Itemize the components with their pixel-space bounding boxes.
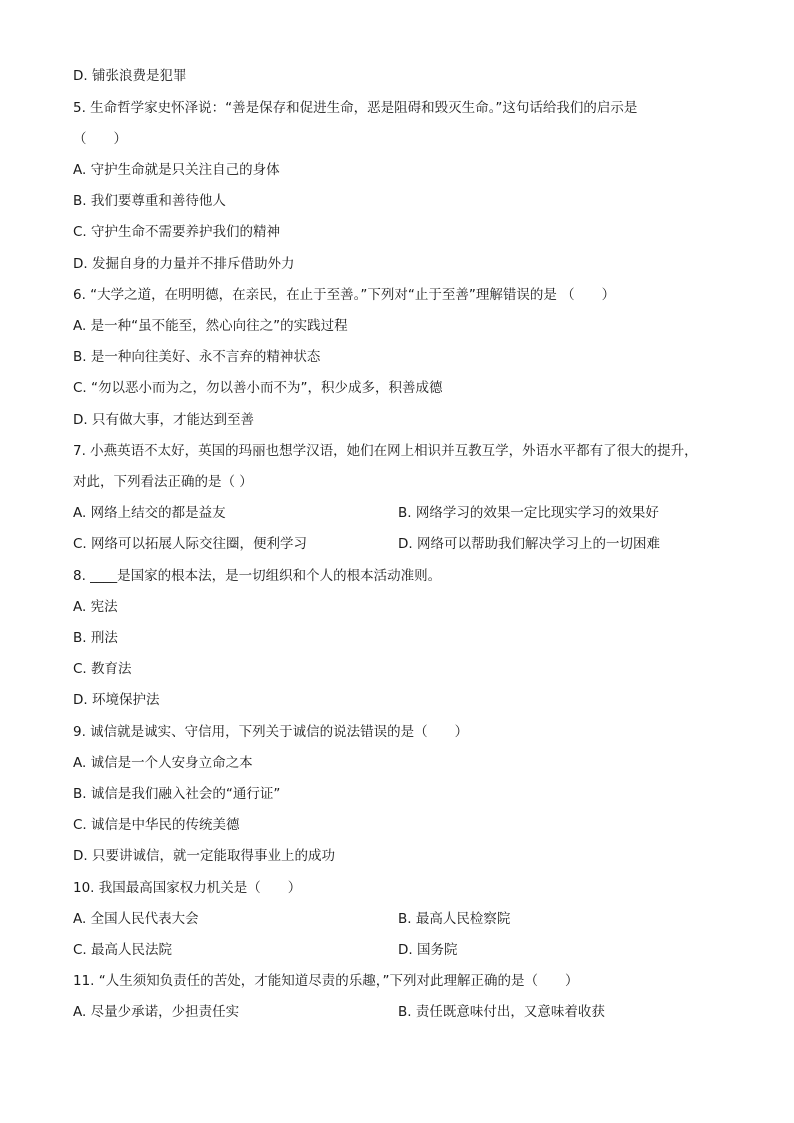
option-6a: A. 是一种“虽不能至，然心向往之”的实践过程 — [73, 318, 348, 334]
option-7d: D. 网络可以帮助我们解决学习上的一切困难 — [398, 536, 660, 552]
option-8b: B. 刑法 — [73, 630, 118, 646]
option-4d: D. 铺张浪费是犯罪 — [73, 68, 187, 84]
option-8a: A. 宪法 — [73, 599, 118, 615]
question-9: 9. 诚信就是诚实、守信用，下列关于诚信的说法错误的是（ ） — [73, 724, 469, 740]
option-5c: C. 守护生命不需要养护我们的精神 — [73, 224, 281, 240]
option-9a: A. 诚信是一个人安身立命之本 — [73, 755, 253, 771]
option-8d: D. 环境保护法 — [73, 692, 160, 708]
option-9b: B. 诚信是我们融入社会的“通行证” — [73, 786, 281, 802]
question-10: 10. 我国最高国家权力机关是（ ） — [73, 880, 302, 896]
option-5a: A. 守护生命就是只关注自己的身体 — [73, 162, 280, 178]
option-7b: B. 网络学习的效果一定比现实学习的效果好 — [398, 505, 659, 521]
option-11a: A. 尽量少承诺，少担责任实 — [73, 1004, 240, 1020]
question-5-blank: （ ） — [73, 131, 127, 147]
option-8c: C. 教育法 — [73, 661, 132, 677]
question-8: 8. ____是国家的根本法，是一切组织和个人的根本活动准则。 — [73, 568, 442, 584]
question-7-cont: 对此，下列看法正确的是（ ） — [73, 474, 253, 490]
option-6d: D. 只有做大事，才能达到至善 — [73, 412, 254, 428]
option-11b: B. 责任既意味付出，又意味着收获 — [398, 1004, 605, 1020]
question-11: 11. “人生须知负责任的苦处，才能知道尽责的乐趣，”下列对此理解正确的是（ ） — [73, 973, 579, 989]
option-7a: A. 网络上结交的都是益友 — [73, 505, 226, 521]
option-9d: D. 只要讲诚信，就一定能取得事业上的成功 — [73, 848, 335, 864]
question-6: 6. “大学之道，在明明德，在亲民，在止于至善。”下列对“止于至善”理解错误的是 （ ） — [73, 287, 616, 303]
question-7: 7. 小燕英语不太好，英国的玛丽也想学汉语，她们在网上相识并互教互学，外语水平都有了很大的提升， — [73, 443, 698, 459]
option-10a: A. 全国人民代表大会 — [73, 911, 199, 927]
option-5b: B. 我们要尊重和善待他人 — [73, 193, 226, 209]
option-10d: D. 国务院 — [398, 942, 458, 958]
question-5: 5. 生命哲学家史怀泽说：“善是保存和促进生命，恶是阻碍和毁灭生命。”这句话给我们的启示是 — [73, 100, 638, 116]
option-10c: C. 最高人民法院 — [73, 942, 173, 958]
option-6b: B. 是一种向往美好、永不言弃的精神状态 — [73, 349, 321, 365]
option-6c: C. “勿以恶小而为之，勿以善小而不为”，积少成多，积善成德 — [73, 380, 443, 396]
option-5d: D. 发掘自身的力量并不排斥借助外力 — [73, 256, 295, 272]
option-9c: C. 诚信是中华民的传统美德 — [73, 817, 240, 833]
option-10b: B. 最高人民检察院 — [398, 911, 511, 927]
option-7c: C. 网络可以拓展人际交往圈，便利学习 — [73, 536, 308, 552]
